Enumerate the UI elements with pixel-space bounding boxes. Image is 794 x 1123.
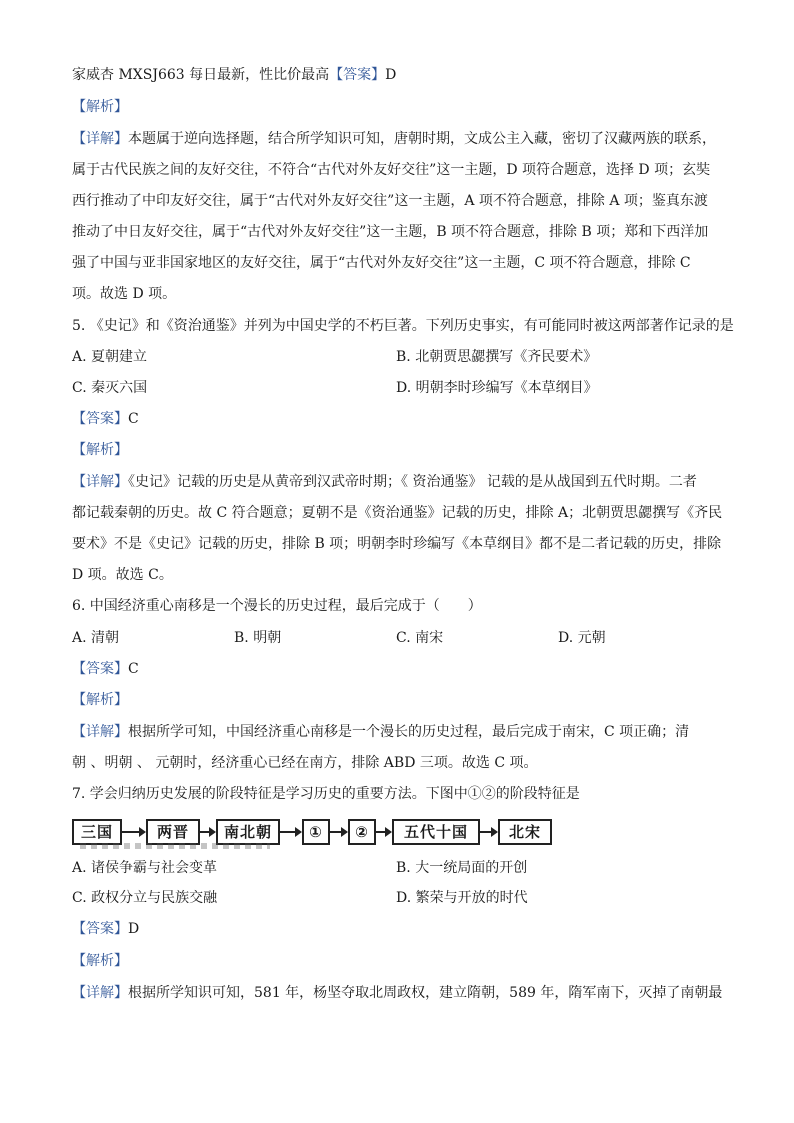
flow-box-beisong: 北宋 bbox=[498, 819, 552, 845]
analysis-heading: 【解析】 bbox=[72, 442, 128, 458]
detail-paragraph-line: 都记载秦朝的历史。故 C 符合题意；夏朝不是《资治通鉴》记载的历史，排除 A；北朝贾思勰撰写《齐民 bbox=[72, 505, 723, 521]
detail-paragraph-line: 【详解】《史记》记载的历史是从黄帝到汉武帝时期；《 资治通鉴》 记载的是从战国到五代时期。二者 bbox=[72, 474, 697, 490]
q5-option-c: C. 秦灭六国 bbox=[72, 380, 148, 396]
detail-paragraph-line: 属于古代民族之间的友好交往，不符合“古代对外友好交往”这一主题，D 项符合题意，选择 D 项；玄奘 bbox=[72, 162, 711, 178]
detail-paragraph-line: 强了中国与亚非国家地区的友好交往，属于“古代对外友好交往”这一主题，C 项不符合题意，排除 C bbox=[72, 255, 691, 271]
answer-line-q7: 【答案】D bbox=[72, 921, 140, 937]
q6-option-d: D. 元朝 bbox=[558, 630, 606, 646]
flow-box-blank-1: ① bbox=[302, 819, 330, 845]
detail-paragraph-line: D 项。故选 C。 bbox=[72, 567, 173, 583]
q6-option-b: B. 明朝 bbox=[234, 630, 282, 646]
analysis-heading: 【解析】 bbox=[72, 692, 128, 708]
flow-arrow bbox=[376, 831, 390, 833]
flow-box-nanbeichao: 南北朝 bbox=[216, 819, 280, 845]
q7-option-b: B. 大一统局面的开创 bbox=[396, 860, 528, 876]
detail-paragraph-line: 西行推动了中印友好交往，属于“古代对外友好交往”这一主题，A 项不符合题意，排除 A 项；鉴真东渡 bbox=[72, 193, 708, 209]
detail-paragraph-line: 【详解】根据所学知识可知，581 年，杨坚夺取北周政权，建立隋朝，589 年，隋军南下，灭掉了南朝最 bbox=[72, 985, 723, 1001]
flow-box-wudai-shiguo: 五代十国 bbox=[392, 819, 480, 845]
scan-artifact bbox=[80, 843, 270, 849]
detail-paragraph-line: 推动了中日友好交往，属于“古代对外友好交往”这一主题，B 项不符合题意，排除 B 项；郑和下西洋加 bbox=[72, 224, 709, 240]
flow-box-sanguo: 三国 bbox=[72, 819, 122, 845]
q5-option-b: B. 北朝贾思勰撰写《齐民要术》 bbox=[396, 349, 598, 365]
q6-option-a: A. 清朝 bbox=[72, 630, 120, 646]
question-7: 7. 学会归纳历史发展的阶段特征是学习历史的重要方法。下图中①②的阶段特征是 bbox=[72, 786, 580, 802]
analysis-heading: 【解析】 bbox=[72, 953, 128, 969]
answer-line-q4: 家威杏 MXSJ663 每日最新，性比价最高【答案】D bbox=[72, 67, 397, 83]
detail-paragraph-line: 项。故选 D 项。 bbox=[72, 286, 177, 302]
detail-paragraph-line: 【详解】根据所学可知，中国经济重心南移是一个漫长的历史过程，最后完成于南宋，C 项正确；清 bbox=[72, 724, 690, 740]
analysis-heading: 【解析】 bbox=[72, 99, 128, 115]
q7-option-d: D. 繁荣与开放的时代 bbox=[396, 890, 528, 906]
q5-option-a: A. 夏朝建立 bbox=[72, 349, 148, 365]
flow-arrow bbox=[122, 831, 144, 833]
flow-box-liangjin: 两晋 bbox=[146, 819, 200, 845]
answer-line-q5: 【答案】C bbox=[72, 411, 139, 427]
flow-arrow bbox=[200, 831, 214, 833]
q5-option-d: D. 明朝李时珍编写《本草纲目》 bbox=[396, 380, 598, 396]
q7-option-a: A. 诸侯争霸与社会变革 bbox=[72, 860, 218, 876]
flow-arrow bbox=[480, 831, 496, 833]
flow-arrow bbox=[280, 831, 300, 833]
answer-line-q6: 【答案】C bbox=[72, 661, 139, 677]
flow-box-blank-2: ② bbox=[348, 819, 376, 845]
question-5: 5. 《史记》和《资治通鉴》并列为中国史学的不朽巨著。下列历史事实，有可能同时被这两部著作记录的是 bbox=[72, 318, 734, 334]
detail-paragraph-line: 朝 、明朝 、 元朝时，经济重心已经在南方，排除 ABD 三项。故选 C 项。 bbox=[72, 755, 538, 771]
question-6: 6. 中国经济重心南移是一个漫长的历史过程，最后完成于（ ） bbox=[72, 598, 482, 614]
history-flowchart bbox=[72, 819, 552, 845]
q6-option-c: C. 南宋 bbox=[396, 630, 444, 646]
flow-arrow bbox=[330, 831, 346, 833]
detail-paragraph-line: 要术》不是《史记》记载的历史，排除 B 项；明朝李时珍编写《本草纲目》都不是二者记载的历史，排除 bbox=[72, 536, 722, 552]
detail-paragraph-line: 【详解】本题属于逆向选择题，结合所学知识可知，唐朝时期，文成公主入藏，密切了汉藏两族的联系， bbox=[72, 131, 716, 147]
q7-option-c: C. 政权分立与民族交融 bbox=[72, 890, 218, 906]
